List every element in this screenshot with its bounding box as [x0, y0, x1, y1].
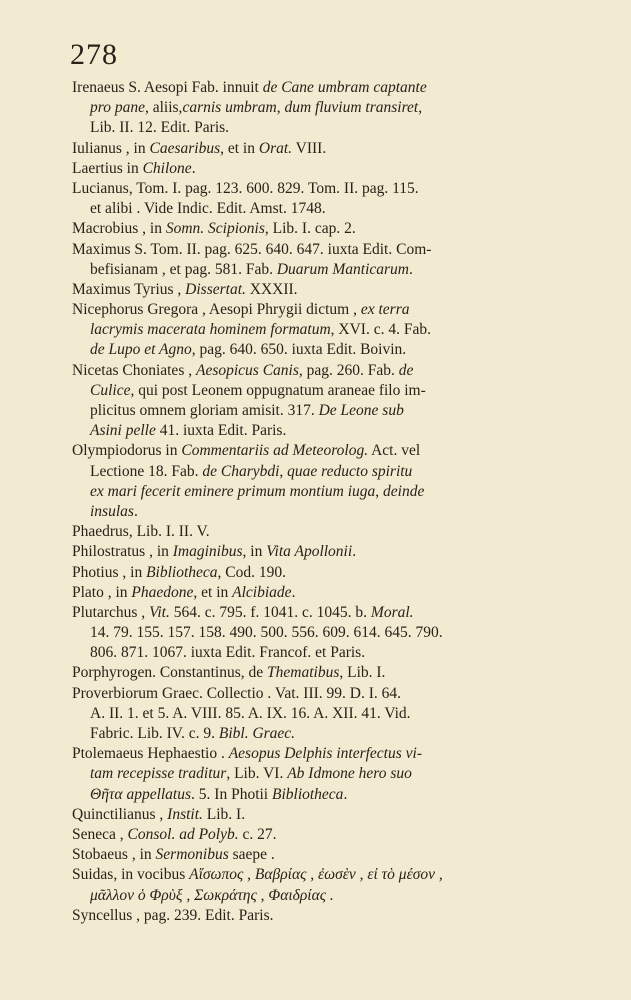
italic-text: Αἴσωπος , Βαβρίας , ἐωσὲν , εἰ τὸ μέσον ,	[189, 866, 443, 884]
roman-text: befisianam , et pag. 581. Fab.	[90, 260, 277, 278]
text-line	[72, 260, 572, 280]
roman-text: Photius , in	[72, 563, 147, 581]
text-line	[72, 865, 572, 885]
roman-text: Syncellus , pag. 239. Edit. Paris.	[72, 906, 274, 924]
italic-text: Θῆτα appellatus	[90, 785, 192, 803]
roman-text: , XVI. c. 4. Fab.	[330, 321, 431, 339]
italic-text: Imaginibus	[172, 543, 243, 561]
roman-text: VIII.	[292, 139, 327, 157]
italic-text: Bibliotheca	[271, 785, 344, 803]
italic-text: Bibl. Graec.	[218, 725, 296, 742]
text-line	[72, 623, 572, 643]
italic-text: Moral.	[370, 603, 414, 621]
text-line	[72, 684, 572, 704]
italic-text: Phaedone	[131, 583, 194, 601]
roman-text: .	[409, 260, 413, 278]
italic-text: Chilone	[142, 159, 192, 177]
italic-text: dum fluvium transiret	[284, 99, 419, 117]
roman-text: Laertius in	[72, 159, 143, 177]
roman-text: Proverbiorum Graec. Collectio . Vat. III. 99. D. I. 64.	[72, 684, 402, 702]
roman-text: .	[343, 785, 348, 803]
roman-text: ,	[418, 99, 423, 117]
text-line	[72, 603, 572, 623]
roman-text: 14. 79. 155. 157. 158. 490. 500. 556. 609. 614. 645. 790.	[90, 624, 443, 642]
text-line	[72, 219, 572, 239]
roman-text: , aliis,	[144, 99, 183, 117]
roman-text: ,	[375, 482, 384, 500]
text-line	[72, 421, 572, 441]
text-line	[72, 139, 572, 159]
roman-text: , Cod. 190.	[217, 563, 286, 581]
text-line	[72, 482, 572, 502]
italic-text: pro pane	[90, 99, 145, 117]
text-line	[72, 886, 572, 906]
roman-text: Lib. I.	[202, 805, 246, 823]
italic-text: quae reducto spiritu	[287, 462, 413, 480]
italic-text: ex terra	[360, 301, 410, 319]
italic-text: Culice	[90, 381, 131, 399]
roman-text: 806. 871. 1067. iuxta Edit. Francof. et Paris.	[90, 644, 366, 662]
text-line	[72, 118, 572, 138]
index-entries	[72, 78, 572, 926]
text-line	[72, 906, 572, 926]
italic-text: Somn. Scipionis	[165, 220, 265, 238]
roman-text: Plutarchus ,	[72, 603, 150, 621]
text-line	[72, 159, 572, 179]
roman-text: et alibi . Vide Indic. Edit. Amst. 1748.	[90, 200, 326, 218]
roman-text: Ptolemaeus Hephaestio .	[72, 745, 229, 763]
roman-text: , et in	[193, 583, 233, 601]
italic-text: Sermonibus	[155, 846, 229, 864]
roman-text: , qui post Leonem oppugnatum araneae filo im-	[130, 381, 426, 399]
italic-text: Vit.	[149, 603, 170, 621]
italic-text: Bibliotheca	[146, 563, 218, 581]
italic-text: Instit.	[167, 805, 203, 823]
roman-text: 564. c. 795. f. 1041. c. 1045. b.	[169, 603, 371, 621]
italic-text: Aesopicus Canis	[195, 361, 299, 379]
italic-text: insulas	[90, 502, 134, 520]
roman-text: saepe .	[228, 846, 275, 864]
text-line	[72, 663, 572, 683]
roman-text: Maximus S. Tom. II. pag. 625. 640. 647. iuxta Edit. Com-	[72, 240, 432, 258]
text-line	[72, 704, 572, 724]
roman-text: .	[133, 502, 138, 520]
text-line	[72, 441, 572, 461]
roman-text: Lib. II. 12. Edit. Paris.	[90, 119, 230, 137]
roman-text: Nicetas Choniates ,	[72, 361, 196, 379]
text-line	[72, 361, 572, 381]
roman-text: , pag. 260. Fab.	[298, 361, 399, 379]
roman-text: Lectione 18. Fab.	[90, 462, 203, 480]
italic-text: Thematibus	[267, 664, 340, 682]
text-line	[72, 98, 572, 118]
roman-text: , Lib. VI.	[226, 765, 288, 783]
italic-text: de Charybdi	[202, 462, 280, 480]
italic-text: Caesaribus	[149, 139, 221, 157]
text-line	[72, 78, 572, 98]
text-line	[72, 583, 572, 603]
italic-text: Asini pelle	[90, 422, 156, 440]
roman-text: ,	[279, 462, 288, 480]
roman-text: .	[352, 543, 357, 561]
italic-text: de Lupo et Agno	[90, 341, 192, 359]
italic-text: tam recepisse traditur	[90, 765, 227, 783]
text-line	[72, 845, 572, 865]
italic-text: de Cane umbram captante	[262, 79, 427, 96]
italic-text: Ab Idmone hero suo	[287, 765, 412, 783]
roman-text: Maximus Tyrius ,	[72, 280, 186, 298]
roman-text: Plato , in	[72, 583, 132, 601]
roman-text: .	[191, 159, 196, 177]
roman-text: , Lib. I.	[339, 664, 386, 682]
roman-text: Phaedrus, Lib. I. II. V.	[72, 523, 210, 541]
text-line	[72, 240, 572, 260]
text-line	[72, 300, 572, 320]
text-line	[72, 542, 572, 562]
roman-text: plicitus omnem gloriam amisit. 317.	[90, 402, 319, 419]
text-line	[72, 563, 572, 583]
roman-text: Suidas, in vocibus	[72, 866, 190, 884]
roman-text: . 5. In Photii	[191, 785, 272, 803]
text-line	[72, 462, 572, 482]
page-number: 278	[70, 38, 118, 71]
text-line	[72, 280, 572, 300]
text-line	[72, 502, 572, 522]
italic-text: Commentariis ad Meteorolog.	[181, 442, 369, 460]
italic-text: Consol. ad Polyb.	[127, 825, 239, 843]
roman-text: , et in	[220, 139, 259, 157]
text-line	[72, 179, 572, 199]
roman-text: Iulianus , in	[72, 139, 150, 157]
roman-text: , in	[242, 543, 267, 561]
italic-text: lacrymis macerata hominem formatum	[90, 321, 331, 339]
italic-text: μᾶλλον ὁ Φρὺξ , Σωκράτης , Φαιδρίας .	[90, 886, 334, 904]
roman-text: .	[291, 583, 296, 601]
text-line	[72, 381, 572, 401]
roman-text: , Lib. I. cap. 2.	[264, 220, 356, 238]
roman-text: Macrobius , in	[72, 220, 166, 238]
text-line	[72, 764, 572, 784]
roman-text: XXXII.	[245, 280, 298, 298]
roman-text: ,	[276, 99, 285, 117]
roman-text: Act. vel	[368, 442, 421, 460]
roman-text: Stobaeus , in	[72, 846, 156, 864]
text-line	[72, 805, 572, 825]
text-line	[72, 522, 572, 542]
text-line	[72, 340, 572, 360]
roman-text: Irenaeus S. Aesopi Fab. innuit	[72, 79, 263, 96]
text-line	[72, 724, 572, 744]
roman-text: Nicephorus Gregora , Aesopi Phrygii dictum ,	[72, 301, 361, 319]
text-line	[72, 401, 572, 421]
italic-text: carnis umbram	[182, 99, 277, 117]
text-line	[72, 643, 572, 663]
text-line	[72, 744, 572, 764]
italic-text: Vita Apollonii	[266, 543, 353, 561]
roman-text: Quinctilianus ,	[72, 805, 168, 823]
text-line	[72, 199, 572, 219]
roman-text: Lucianus, Tom. I. pag. 123. 600. 829. Tom. II. pag. 115.	[72, 179, 419, 197]
italic-text: Duarum Manticarum	[276, 260, 410, 278]
roman-text: A. II. 1. et 5. A. VIII. 85. A. IX. 16. A. XII. 41. Vid.	[90, 704, 411, 722]
roman-text: 41. iuxta Edit. Paris.	[155, 422, 287, 440]
text-line	[72, 785, 572, 805]
roman-text: , pag. 640. 650. iuxta Edit. Boivin.	[191, 341, 407, 359]
italic-text: Orat.	[258, 139, 293, 157]
italic-text: Aesopus Delphis interfectus vi-	[228, 745, 422, 763]
roman-text: Seneca ,	[72, 825, 128, 843]
italic-text: deinde	[383, 482, 425, 500]
text-line	[72, 320, 572, 340]
italic-text: de	[398, 361, 414, 379]
roman-text: Fabric. Lib. IV. c. 9.	[90, 725, 219, 742]
roman-text: c. 27.	[238, 825, 277, 843]
roman-text: Olympiodorus in	[72, 442, 182, 460]
italic-text: Dissertat.	[185, 280, 246, 298]
italic-text: De Leone sub	[318, 402, 404, 419]
italic-text: ex mari fecerit eminere primum montium iuga	[90, 482, 376, 500]
roman-text: Philostratus , in	[72, 543, 173, 561]
italic-text: Alcibiade	[232, 583, 292, 601]
text-line	[72, 825, 572, 845]
roman-text: Porphyrogen. Constantinus, de	[72, 664, 268, 682]
